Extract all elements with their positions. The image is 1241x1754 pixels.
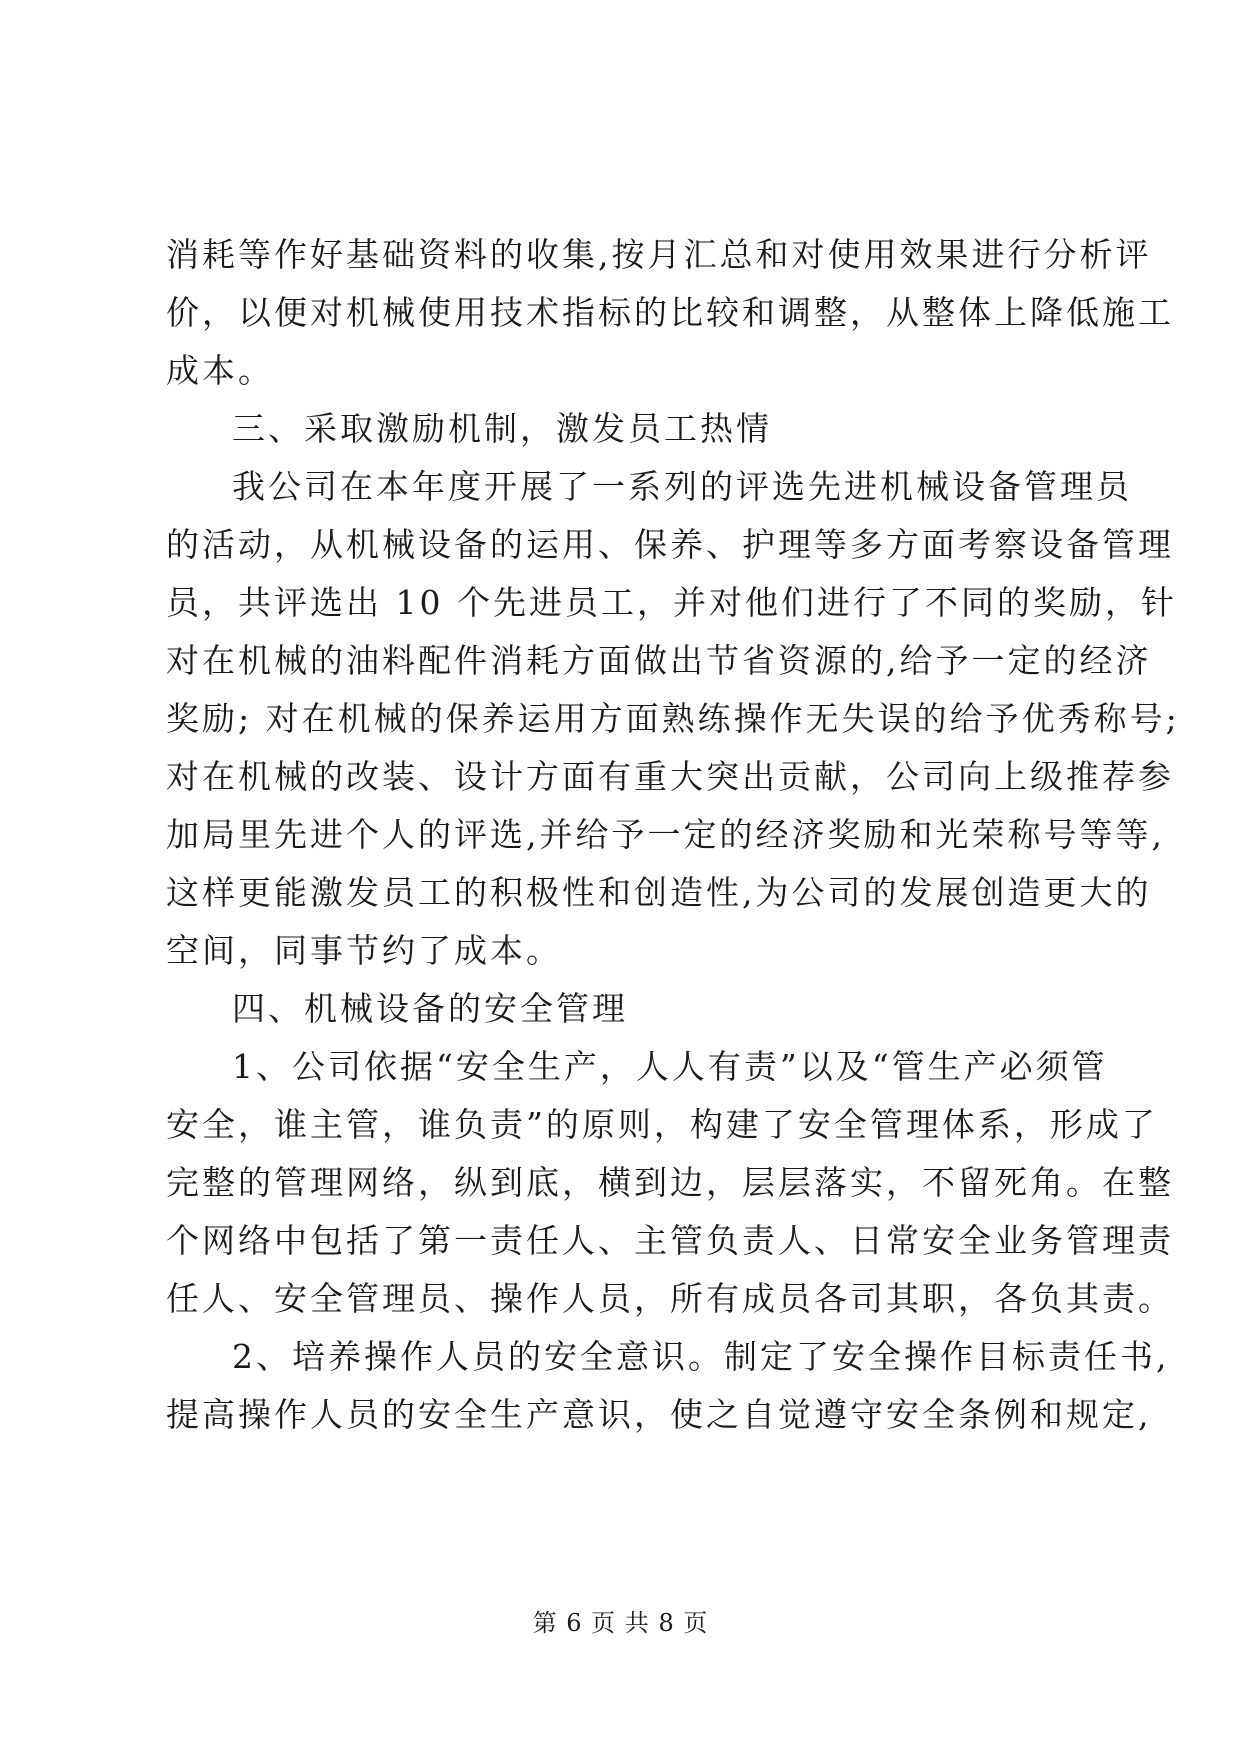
text-line: 安全，谁主管，谁负责”的原则，构建了安全管理体系，形成了	[166, 1105, 1158, 1144]
text-line: 对在机械的改装、设计方面有重大突出贡献，公司向上级推荐参	[166, 757, 1174, 796]
text-line: 完整的管理网络，纵到底，横到边，层层落实，不留死角。在整	[166, 1163, 1174, 1202]
text-line: 任人、安全管理员、操作人员，所有成员各司其职，各负其责。	[166, 1279, 1174, 1318]
text-line: 成本。	[166, 351, 274, 390]
text-line: 1、公司依据“安全生产，人人有责”以及“管生产必须管	[232, 1047, 1108, 1086]
text-line: 提高操作人员的安全生产意识，使之自觉遵守安全条例和规定,	[166, 1395, 1152, 1434]
text-line: 个网络中包括了第一责任人、主管负责人、日常安全业务管理责	[166, 1221, 1174, 1260]
text-line: 加局里先进个人的评选,并给予一定的经济奖励和光荣称号等等,	[166, 815, 1165, 854]
text-line: 这样更能激发员工的积极性和创造性,为公司的发展创造更大的	[166, 873, 1152, 912]
text-line: 对在机械的油料配件消耗方面做出节省资源的,给予一定的经济	[166, 641, 1152, 680]
text-line: 空间，同事节约了成本。	[166, 931, 562, 970]
document-body	[166, 226, 1180, 1444]
text-line: 的活动，从机械设备的运用、保养、护理等多方面考察设备管理	[166, 525, 1174, 564]
text-line: 价，以便对机械使用技术指标的比较和调整，从整体上降低施工	[166, 293, 1174, 332]
section-heading: 四、机械设备的安全管理	[232, 989, 628, 1028]
section-heading: 三、采取激励机制，激发员工热情	[232, 409, 772, 448]
text-line: 我公司在本年度开展了一系列的评选先进机械设备管理员	[232, 467, 1132, 506]
text-line: 2、培养操作人员的安全意识。制定了安全操作目标责任书,	[232, 1337, 1170, 1376]
text-line: 消耗等作好基础资料的收集,按月汇总和对使用效果进行分析评	[166, 235, 1152, 274]
text-line: 员，共评选出 10 个先进员工，并对他们进行了不同的奖励，针	[166, 583, 1177, 622]
text-line: 奖励; 对在机械的保养运用方面熟练操作无失误的给予优秀称号;	[166, 699, 1180, 738]
page-number: 第 6 页 共 8 页	[532, 1609, 709, 1637]
